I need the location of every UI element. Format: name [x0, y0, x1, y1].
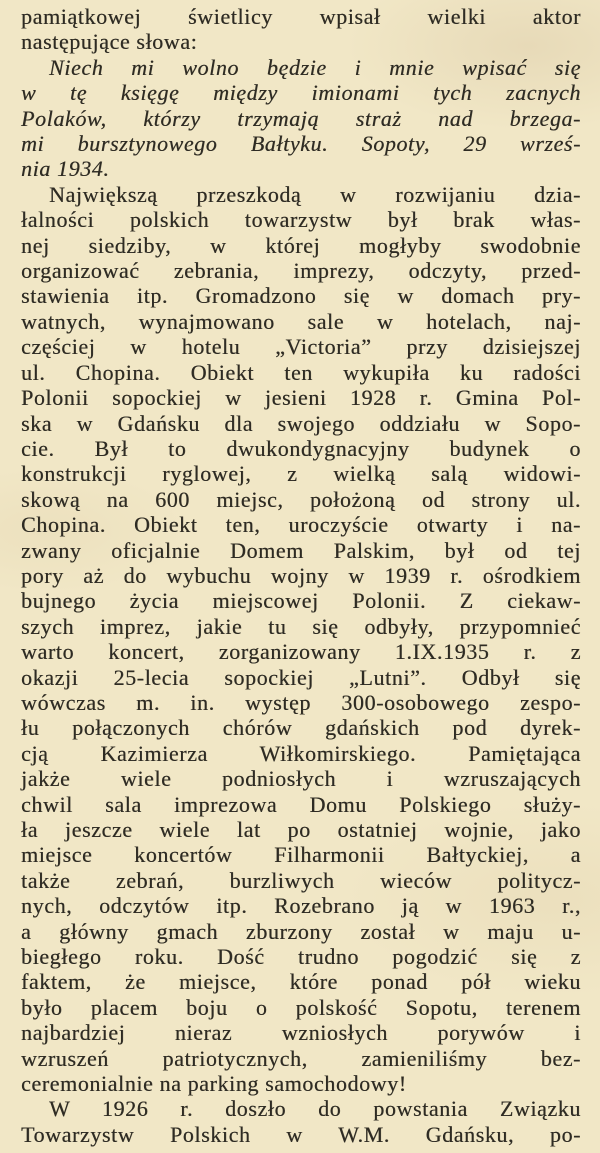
text-line: miejsce koncertów Filharmonii Bałtyckiej, a — [21, 842, 581, 868]
text-line: zwany oficjalnie Domem Palskim, był od tej — [21, 537, 581, 563]
text-line: mi bursztynowego Bałtyku. Sopoty, 29 wrześ- — [21, 131, 581, 157]
text-line: łalności polskich towarzystw był brak włas- — [21, 207, 581, 233]
text-line: ła jeszcze wiele lat po ostatniej wojnie, jako — [21, 817, 581, 842]
text-line: okazji 25-lecia sopockiej „Lutni”. Odbył się — [21, 664, 581, 690]
text-line: Polaków, którzy trzymają straż nad brzega- — [21, 105, 581, 131]
text-line: Chopina. Obiekt ten, uroczyście otwarty i na- — [21, 512, 581, 538]
text-line: organizować zebrania, imprezy, odczyty, przed- — [21, 258, 581, 284]
text-line: częściej w hotelu „Victoria” przy dzisiejszej — [21, 334, 581, 360]
text-line: biegłego roku. Dość trudno pogodzić się z — [21, 944, 581, 970]
text-line: Towarzystw Polskich w W.M. Gdańsku, po- — [21, 1121, 581, 1147]
text-line: a główny gmach zburzony został w maju u- — [21, 918, 581, 944]
text-line: cie. Był to dwukondygnacyjny budynek o — [21, 435, 581, 461]
text-line: faktem, że miejsce, które ponad pół wieku — [21, 969, 581, 995]
text-line: pamiątkowej świetlicy wpisał wielki aktor — [21, 4, 581, 29]
text-line: wówczas m. in. występ 300-osobowego zespo- — [21, 689, 581, 715]
paragraph-continuation — [21, 4, 581, 55]
text-line: Niech mi wolno będzie i mnie wpisać się — [49, 54, 581, 80]
text-line: pory aż do wybuchu wojny w 1939 r. ośrodkiem — [21, 562, 581, 588]
text-line: bujnego życia miejscowej Polonii. Z ciekaw- — [21, 588, 581, 614]
text-line: nia 1934. — [21, 156, 110, 182]
paragraph-main — [21, 182, 581, 1097]
text-line: nej siedziby, w której mogłyby swodobnie — [21, 232, 581, 258]
text-line: także zebrań, burzliwych wieców politycz- — [21, 867, 581, 893]
text-line: Polonii sopockiej w jesieni 1928 r. Gmina Pol- — [21, 385, 581, 411]
text-line: ul. Chopina. Obiekt ten wykupiła ku radości — [21, 359, 581, 385]
text-line: było placem boju o polskość Sopotu, terenem — [21, 994, 581, 1020]
text-line: watnych, wynajmowano sale w hotelach, naj- — [21, 308, 581, 334]
quotation — [21, 55, 581, 182]
text-line: W 1926 r. doszło do powstania Związku — [49, 1096, 581, 1122]
paragraph-final — [21, 1096, 581, 1147]
text-line: nych, odczytów itp. Rozebrano ją w 1963 r., — [21, 893, 581, 919]
text-line: chwil sala imprezowa Domu Polskiego służy- — [21, 791, 581, 817]
text-line: następujące słowa: — [21, 29, 198, 55]
text-line: konstrukcji ryglowej, z wielką salą widowi- — [21, 461, 581, 487]
text-line: w tę księgę między imionami tych zacnych — [21, 80, 581, 106]
text-line: skową na 600 miejsc, położoną od strony ul. — [21, 486, 581, 512]
text-line: ceremonialnie na parking samochodowy! — [21, 1071, 407, 1097]
text-line: szych imprez, jakie tu się odbyły, przypomnieć — [21, 613, 581, 639]
text-line: ska w Gdańsku dla swojego oddziału w Sopo- — [21, 410, 581, 436]
text-line: cją Kazimierza Wiłkomirskiego. Pamiętająca — [21, 740, 581, 766]
text-column — [21, 4, 581, 1147]
text-line: najbardziej nieraz wzniosłych porywów i — [21, 1020, 581, 1046]
text-line: wzruszeń patriotycznych, zamieniliśmy bez- — [21, 1045, 581, 1071]
text-line: stawienia itp. Gromadzono się w domach pry- — [21, 283, 581, 309]
text-line: łu połączonych chórów gdańskich pod dyrek- — [21, 715, 581, 741]
text-line: jakże wiele podniosłych i wzruszających — [21, 766, 581, 792]
text-line: warto koncert, zorganizowany 1.IX.1935 r. z — [21, 639, 581, 665]
text-line: Największą przeszkodą w rozwijaniu dzia- — [49, 181, 581, 207]
